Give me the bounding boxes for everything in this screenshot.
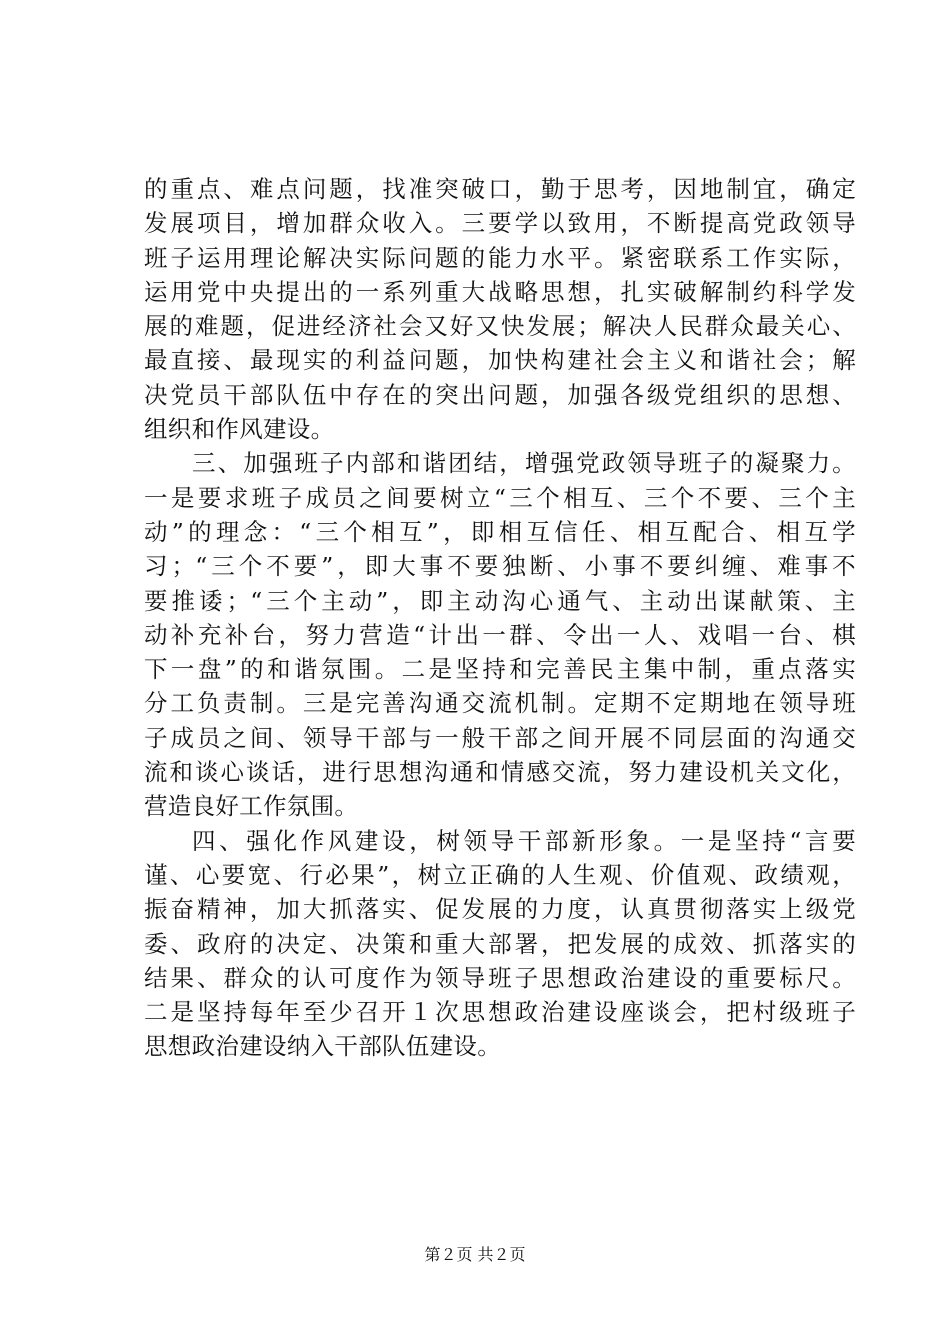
text-line: 下一盘”的和谐氛围。二是坚持和完善民主集中制，重点落实 — [144, 655, 856, 684]
text-line: 动补充补台，努力营造“计出一群、令出一人、戏唱一台、棋 — [144, 620, 856, 649]
text-line: 运用党中央提出的一系列重大战略思想，扎实破解制约科学发 — [144, 277, 856, 306]
text-line: 要推诿；“三个主动”，即主动沟心通气、主动出谋献策、主 — [144, 586, 856, 615]
text-line: 班子运用理论解决实际问题的能力水平。紧密联系工作实际， — [144, 243, 856, 272]
text-line: 谨、心要宽、行必果”，树立正确的人生观、价值观、政绩观， — [144, 860, 856, 889]
text-line: 子成员之间、领导干部与一般干部之间开展不同层面的沟通交 — [144, 723, 856, 752]
text-line: 的重点、难点问题，找准突破口，勤于思考，因地制宜，确定 — [144, 175, 856, 203]
text-line: 三、加强班子内部和谐团结，增强党政领导班子的凝聚力。 — [192, 449, 856, 478]
body-text — [144, 172, 856, 1064]
text-line: 流和谈心谈话，进行思想沟通和情感交流，努力建设机关文化， — [144, 758, 856, 787]
text-line: 二是坚持每年至少召开１次思想政治建设座谈会，把村级班子 — [144, 998, 856, 1027]
text-line: 委、政府的决定、决策和重大部署，把发展的成效、抓落实的 — [144, 929, 856, 958]
text-line: 分工负责制。三是完善沟通交流机制。定期不定期地在领导班 — [144, 689, 856, 718]
text-line: 动”的理念：“三个相互”，即相互信任、相互配合、相互学 — [144, 517, 856, 546]
text-line: 最直接、最现实的利益问题，加快构建社会主义和谐社会；解 — [144, 346, 856, 375]
text-line: 一是要求班子成员之间要树立“三个相互、三个不要、三个主 — [144, 483, 856, 512]
text-line: 决党员干部队伍中存在的突出问题，加强各级党组织的思想、 — [144, 380, 856, 409]
text-line: 习；“三个不要”，即大事不要独断、小事不要纠缠、难事不 — [144, 552, 856, 581]
text-line: 四、强化作风建设，树领导干部新形象。一是坚持“言要 — [192, 826, 856, 855]
text-line: 营造良好工作氛围。 — [144, 792, 359, 821]
text-line: 振奋精神，加大抓落实、促发展的力度，认真贯彻落实上级党 — [144, 895, 856, 924]
text-line: 发展项目，增加群众收入。三要学以致用，不断提高党政领导 — [144, 209, 856, 238]
page-footer: 第２页 共２页 — [424, 1245, 526, 1264]
text-line: 思想政治建设纳入干部队伍建设。 — [144, 1032, 501, 1061]
text-line: 展的难题，促进经济社会又好又快发展；解决人民群众最关心、 — [144, 312, 856, 341]
text-line: 组织和作风建设。 — [144, 415, 335, 444]
text-line: 结果、群众的认可度作为领导班子思想政治建设的重要标尺。 — [144, 963, 856, 992]
